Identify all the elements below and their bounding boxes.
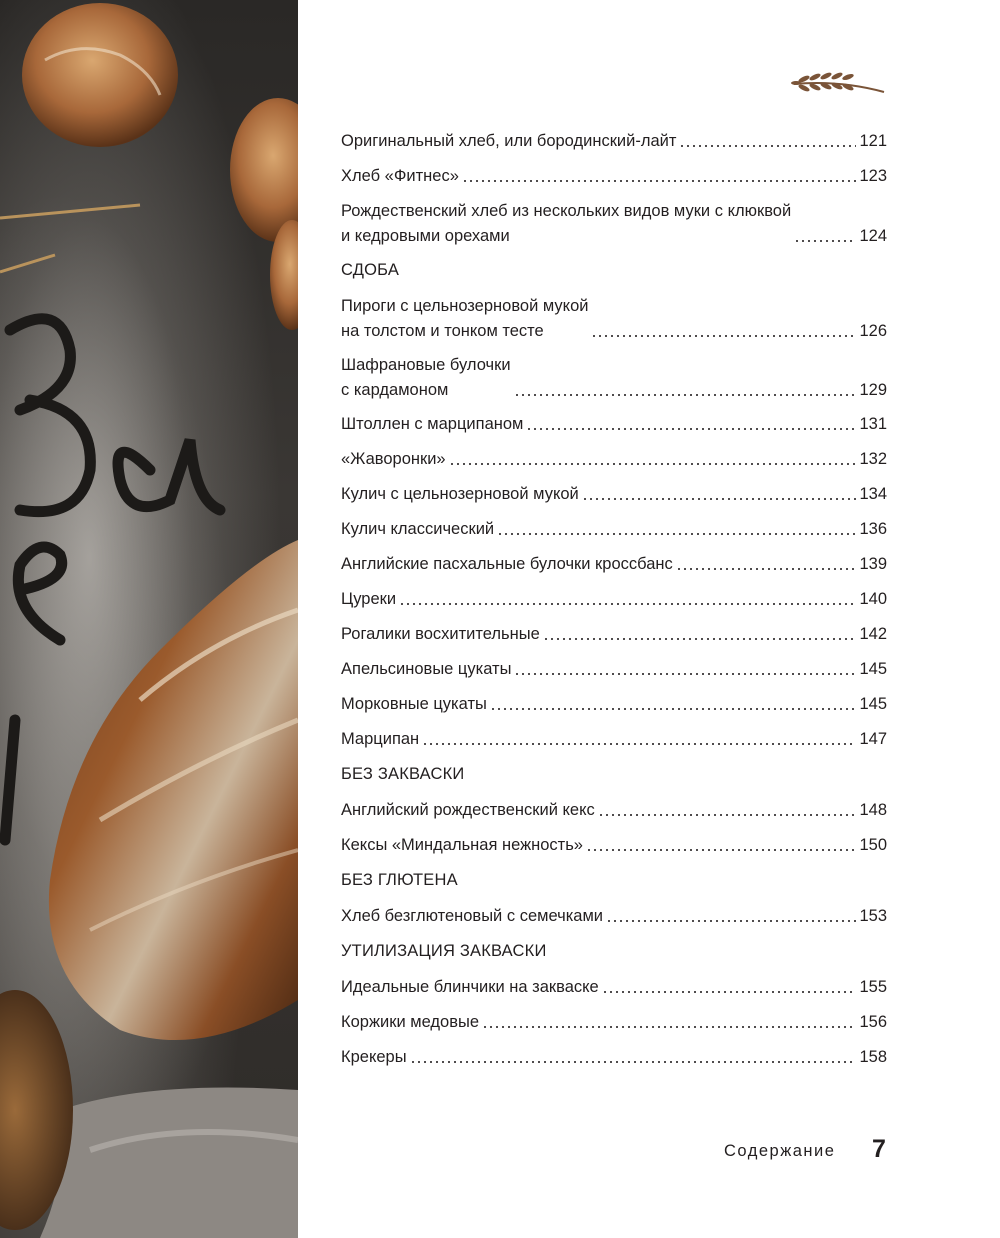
- toc-entry-title: Кексы «Миндальная нежность»: [341, 836, 583, 854]
- toc-entry-page: 145: [859, 695, 887, 713]
- toc-entry-title: Морковные цукаты: [341, 695, 487, 713]
- toc-entry-page: 129: [859, 381, 887, 399]
- dot-leader: [676, 568, 857, 570]
- toc-entry-page: 126: [859, 322, 887, 340]
- toc-entry-page: 156: [859, 1013, 887, 1031]
- section-heading: БЕЗ ГЛЮТЕНА: [341, 871, 458, 889]
- dot-leader: [679, 145, 856, 147]
- toc-entry-page: 134: [859, 485, 887, 503]
- toc-entry-page: 158: [859, 1048, 887, 1066]
- toc-entry-title: [341, 199, 791, 249]
- dot-leader: [606, 920, 856, 922]
- toc-entry-page: 124: [859, 227, 887, 245]
- toc-entry[interactable]: [341, 657, 887, 682]
- toc-entry-page: 123: [859, 167, 887, 185]
- toc-entry-title: Хлеб «Фитнес»: [341, 167, 459, 185]
- dot-leader: [490, 708, 857, 710]
- bread-photo: [0, 0, 298, 1238]
- dot-leader: [399, 603, 856, 605]
- toc-entry-page: 155: [859, 978, 887, 996]
- dot-leader: [526, 428, 856, 430]
- toc-entry[interactable]: [341, 517, 887, 542]
- toc-entry-title: Штоллен с марципаном: [341, 415, 524, 433]
- toc-entry-title: Английские пасхальные булочки кроссбанс: [341, 555, 673, 573]
- toc-entry-title: Английский рождественский кекс: [341, 801, 595, 819]
- toc-entry[interactable]: [341, 129, 887, 154]
- dot-leader: [497, 533, 856, 535]
- dot-leader: [543, 638, 857, 640]
- toc-entry-page: 147: [859, 730, 887, 748]
- toc-entry[interactable]: [341, 552, 887, 577]
- dot-leader: [514, 394, 857, 396]
- toc-entry[interactable]: [341, 353, 887, 403]
- toc-entry-title: Марципан: [341, 730, 420, 748]
- toc-entry-title: Апельсиновые цукаты: [341, 660, 512, 678]
- dot-leader: [514, 673, 856, 675]
- toc-entry-page: 145: [859, 660, 887, 678]
- toc-entry[interactable]: [341, 199, 887, 249]
- section-heading: СДОБА: [341, 261, 400, 279]
- toc-entry-title-line: на толстом и тонком тесте: [341, 322, 544, 340]
- toc-entry-title-line: и кедровыми орехами: [341, 227, 510, 245]
- dot-leader: [410, 1061, 857, 1063]
- toc-entry[interactable]: [341, 727, 887, 752]
- dot-leader: [582, 498, 857, 500]
- toc-entry-title: [341, 294, 588, 344]
- dot-leader: [449, 463, 857, 465]
- table-of-contents: [341, 129, 887, 1080]
- dot-leader: [598, 814, 857, 816]
- toc-entry-title: Коржики медовые: [341, 1013, 480, 1031]
- toc-entry-page: 153: [859, 907, 887, 925]
- toc-entry-title-line: с кардамоном: [341, 381, 449, 399]
- toc-entry-title: Кулич с цельнозерновой мукой: [341, 485, 579, 503]
- toc-entry-page: 121: [859, 132, 887, 150]
- running-footer-label: Содержание: [724, 1142, 836, 1160]
- toc-entry-page: 148: [859, 801, 887, 819]
- toc-entry-title-line: Пироги с цельнозерновой мукой: [341, 297, 589, 315]
- toc-entry[interactable]: [341, 294, 887, 344]
- toc-entry-page: 132: [859, 450, 887, 468]
- toc-entry[interactable]: [341, 975, 887, 1000]
- toc-entry-title: Рогалики восхитительные: [341, 625, 540, 643]
- toc-entry[interactable]: [341, 798, 887, 823]
- toc-entry[interactable]: [341, 904, 887, 929]
- toc-entry-page: 131: [859, 415, 887, 433]
- section-heading: БЕЗ ЗАКВАСКИ: [341, 765, 465, 783]
- dot-leader: [591, 335, 856, 337]
- dot-leader: [586, 849, 856, 851]
- toc-entry[interactable]: [341, 1045, 887, 1070]
- toc-entry-title: Цуреки: [341, 590, 397, 608]
- toc-entry[interactable]: [341, 164, 887, 189]
- page-number: 7: [872, 1135, 886, 1163]
- toc-entry-title: [341, 353, 511, 403]
- dot-leader: [462, 180, 857, 182]
- toc-entry[interactable]: [341, 587, 887, 612]
- dot-leader: [602, 991, 857, 993]
- section-heading: УТИЛИЗАЦИЯ ЗАКВАСКИ: [341, 942, 547, 960]
- toc-entry[interactable]: [341, 482, 887, 507]
- dot-leader: [482, 1026, 856, 1028]
- dot-leader: [422, 743, 856, 745]
- toc-entry-title: «Жаворонки»: [341, 450, 446, 468]
- toc-entry-title: Хлеб безглютеновый с семечками: [341, 907, 604, 925]
- toc-entry-title-line: Рождественский хлеб из нескольких видов муки с клюквой: [341, 202, 792, 220]
- toc-entry[interactable]: [341, 447, 887, 472]
- dot-leader: [794, 240, 856, 242]
- toc-entry-page: 140: [859, 590, 887, 608]
- toc-entry-page: 142: [859, 625, 887, 643]
- bread-illustration: [0, 0, 298, 1238]
- toc-entry[interactable]: [341, 833, 887, 858]
- toc-entry-title: Кулич классический: [341, 520, 495, 538]
- toc-entry-page: 139: [859, 555, 887, 573]
- toc-entry-page: 150: [859, 836, 887, 854]
- toc-entry-page: 136: [859, 520, 887, 538]
- wheat-ear-icon: [790, 62, 888, 102]
- toc-entry[interactable]: [341, 412, 887, 437]
- toc-entry-title: Идеальные блинчики на закваске: [341, 978, 599, 996]
- toc-entry[interactable]: [341, 622, 887, 647]
- toc-entry-title: Оригинальный хлеб, или бородинский-лайт: [341, 132, 677, 150]
- toc-entry[interactable]: [341, 1010, 887, 1035]
- toc-entry-title: Крекеры: [341, 1048, 407, 1066]
- toc-entry-title-line: Шафрановые булочки: [341, 356, 511, 374]
- toc-entry[interactable]: [341, 692, 887, 717]
